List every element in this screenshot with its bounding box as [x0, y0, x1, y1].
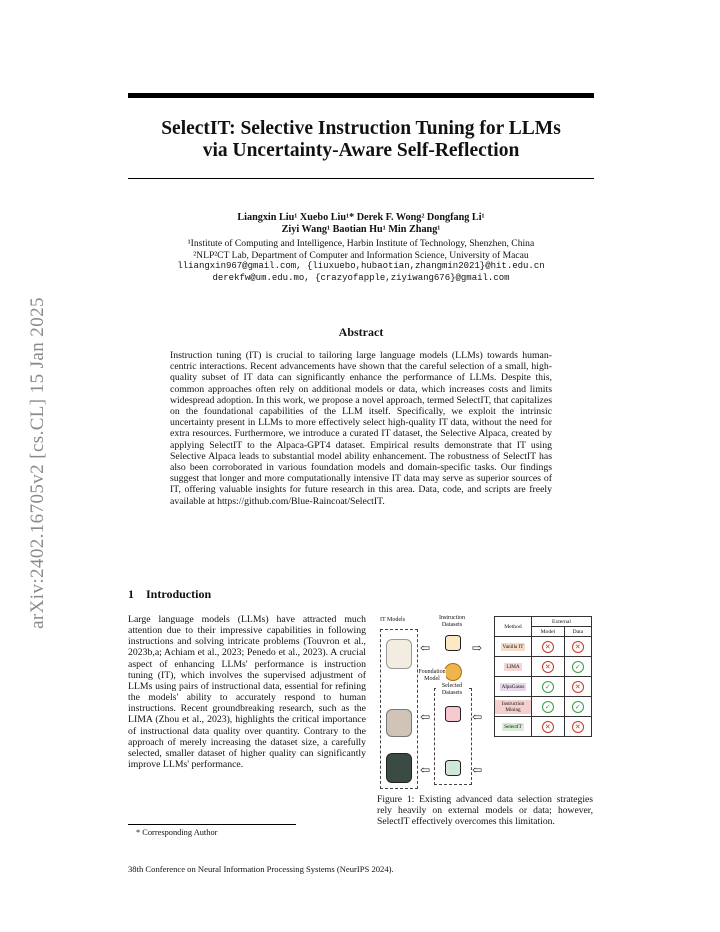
email-line-2: derekfw@um.edu.mo, {crazyofapple,ziyiwang676}@gmail.com	[212, 272, 510, 283]
selected-dataset-icon-1	[445, 706, 461, 722]
cross-icon: ✕	[572, 641, 584, 653]
affiliation-2: ²NLP²CT Lab, Department of Computer and Information Science, University of Macau	[193, 249, 529, 261]
title-line-1: SelectIT: Selective Instruction Tuning for LLMs	[161, 118, 561, 139]
selected-datasets-label: Selected Datasets	[436, 683, 468, 697]
table-row	[495, 637, 592, 657]
table-row	[495, 697, 592, 717]
section-title: Introduction	[146, 587, 212, 601]
email-line-1: lliangxin967@gmail.com, {liuxuebo,hubaotian,zhangmin2021}@hit.edu.cn	[177, 261, 545, 272]
authors-line-1: Liangxin Liu¹ Xuebo Liu¹* Derek F. Wong² Dongfang Li¹	[237, 212, 485, 223]
check-icon: ✓	[572, 701, 584, 713]
foundation-model-icon	[444, 663, 462, 681]
check-icon: ✓	[572, 661, 584, 673]
method-name: Vanilla IT	[502, 643, 524, 650]
cross-icon: ✕	[542, 661, 554, 673]
table-row	[495, 657, 592, 677]
external-header: External	[532, 617, 592, 627]
check-icon: ✓	[542, 701, 554, 713]
llama-icon	[386, 639, 412, 669]
check-icon: ✓	[542, 681, 554, 693]
arrow-left-icon: ⇦	[420, 641, 431, 655]
author-list	[128, 212, 594, 236]
method-name: LIMA	[506, 663, 520, 670]
arrow-left-icon: ⇦	[420, 763, 431, 777]
arrow-left-icon: ⇦	[420, 710, 431, 724]
section-number: 1	[128, 587, 134, 601]
method-comparison-table	[494, 616, 592, 737]
figure-1	[376, 613, 594, 790]
cross-icon: ✕	[572, 721, 584, 733]
authors-line-2: Ziyi Wang¹ Baotian Hu¹ Min Zhang¹	[281, 224, 441, 235]
model-avatar-icon	[386, 709, 412, 737]
method-name: Instruction Mining	[495, 700, 531, 714]
model-column-header: Model	[532, 627, 565, 637]
affiliation-1: ¹Institute of Computing and Intelligence, Harbin Institute of Technology, Shenzhen, China	[187, 238, 535, 249]
foundation-model-label: Foundation Model	[418, 669, 446, 682]
arrow-right-icon: ⇨	[472, 641, 483, 655]
method-header: Method	[495, 617, 532, 637]
instruction-dataset-icon	[445, 635, 461, 651]
introduction-paragraph: Large language models (LLMs) have attracted much attention due to their impressive capabilities in following instructions and solving intricate problems (Touvron et al., 2023b,a; Achiam et al., 2023; Penedo et al., 2023). A crucial aspect of enhancing LLMs' performance is instruction tuning (IT), which involves the supervised adjustment of LLMs using pairs of instructional data, essential for refining the models' ability to accurately respond to human instructions. Recent groundbreaking research, such as the LIMA (Zhou et al., 2023), highlights the critical importance of instructional data quality over quantity. Contrary to the approach of merely increasing the dataset size, a carefully selected, smaller dataset of higher quality can significantly improve LLMs' performance.	[128, 614, 366, 771]
cross-icon: ✕	[542, 641, 554, 653]
soldier-avatar-icon	[386, 753, 412, 783]
cross-icon: ✕	[572, 681, 584, 693]
footnote: * Corresponding Author	[136, 828, 218, 837]
table-row	[495, 717, 592, 737]
title-top-rule	[128, 93, 594, 98]
arrow-left-icon: ⇦	[472, 710, 483, 724]
conference-note: 38th Conference on Neural Information Processing Systems (NeurIPS 2024).	[128, 864, 394, 874]
method-name: AlpaGasus	[501, 683, 525, 690]
abstract-heading: Abstract	[338, 325, 384, 339]
cross-icon: ✕	[542, 721, 554, 733]
section-heading	[128, 587, 211, 602]
it-models-label: IT Models	[380, 617, 406, 623]
method-name: SelectIT	[504, 723, 522, 730]
footnote-rule	[128, 824, 296, 825]
figure-caption: Figure 1: Existing advanced data selection strategies rely heavily on external models or data; however, SelectIT effectively overcomes this limitation.	[377, 794, 593, 828]
title-line-2: via Uncertainty-Aware Self-Reflection	[202, 140, 520, 161]
abstract-body: Instruction tuning (IT) is crucial to tailoring large language models (LLMs) towards human-centric interactions. Recent advancements have shown that the careful selection of a small, high-quality subset of IT data can significantly enhance the performance of LLMs. Despite this, common approaches often rely on additional models or data, which increases costs and limits widespread adoption. In this work, we propose a novel approach, termed SelectIT, that capitalizes on the foundational capabilities of the LLM itself. Specifically, we exploit the intrinsic uncertainty present in LLMs to more effectively select high-quality IT data, without the need for extra resources. Furthermore, we introduce a curated IT dataset, the Selective Alpaca, created by applying SelectIT to the Alpaca-GPT4 dataset. Empirical results demonstrate that IT using Selective Alpaca leads to substantial model ability enhancement. The robustness of SelectIT has also been corroborated in various foundation models and domain-specific tasks. Our findings suggest that longer and more computationally intensive IT data may serve as superior sources of IT, offering valuable insights for future research in this area. Data, code, and scripts are freely available at https://github.com/Blue-Raincoat/SelectIT.	[170, 350, 552, 507]
arxiv-identifier: arXiv:2402.16705v2 [cs.CL] 15 Jan 2025	[27, 297, 48, 629]
data-column-header: Data	[564, 627, 591, 637]
affiliations	[128, 238, 594, 284]
instruction-datasets-label: Instruction Datasets	[439, 615, 465, 628]
arrow-left-icon: ⇦	[472, 763, 483, 777]
table-row	[495, 677, 592, 697]
paper-title	[128, 118, 594, 162]
selected-dataset-icon-2	[445, 760, 461, 776]
title-bottom-rule	[128, 178, 594, 179]
